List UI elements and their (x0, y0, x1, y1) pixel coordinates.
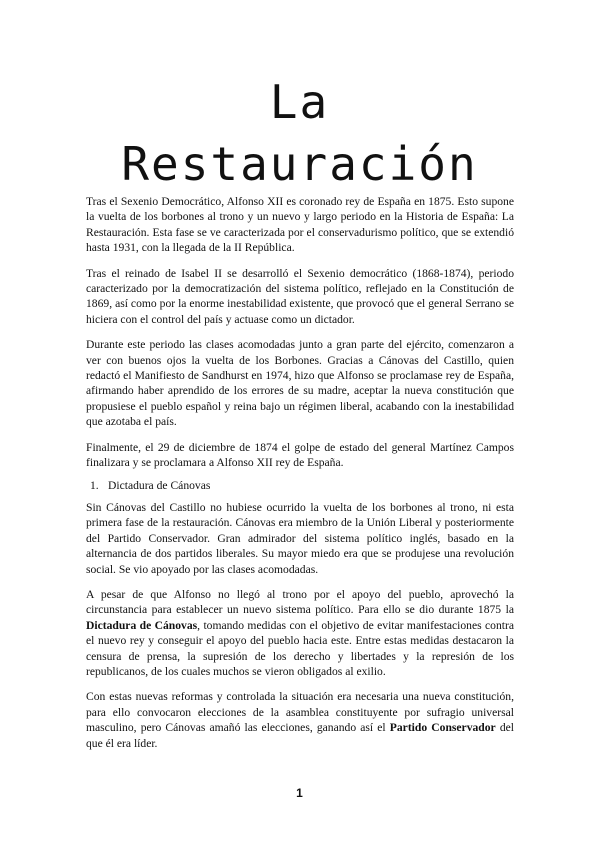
paragraph-dictadura-text-c: , tomando medidas con el objetivo de evitar manifestaciones contra el nuevo rey y conseguir el apoyo del pueblo hacia este. Entre estas medidas destacaron la censura de prensa, la supresión de los derecho y libertades y la represión de los republicanos, de los cuales muchos se vieron obligados al exilio. (86, 618, 514, 678)
bold-partido-conservador: Partido Conservador (389, 721, 496, 735)
paragraph-dictadura-text-a: A pesar de que Alfonso no llegó al trono por el apoyo del pueblo, aprovechó la circunstancia para establecer un nuevo sistema político. Para ello se dio durante 1875 la (86, 587, 514, 617)
page-number: 1 (296, 786, 303, 800)
list-item-text: Dictadura de Cánovas (108, 478, 211, 492)
paragraph-sexenio: Tras el reinado de Isabel II se desarrolló el Sexenio democrático (1868-1874), periodo caracterizado por la democratización del sistema político, reflejado en la Constitución de 1869, así como por la enorme inestabilidad existente, que provocó que el general Serrano se hiciera con el control del país y actuase como un dictador. (86, 266, 514, 326)
paragraph-intro: Tras el Sexenio Democrático, Alfonso XII es coronado rey de España en 1875. Esto supone la vuelta de los borbones al trono y un nuevo y largo periodo en la Historia de España: La Restauración. Esta fase se ve caracterizada por el conservadurismo político, que se extendió hasta 1931, con la llegada de la II República. (86, 195, 514, 255)
paragraph-constitucion (86, 689, 514, 751)
list-item-number: 1. (90, 478, 99, 492)
paragraph-constitucion-text-c: del que él era líder. (86, 721, 515, 750)
list-item (86, 478, 514, 493)
paragraph-golpe: Finalmente, el 29 de diciembre de 1874 el golpe de estado del general Martínez Campos finalizara y se proclamara a Alfonso XII rey de España. (86, 440, 514, 470)
paragraph-canovas: Sin Cánovas del Castillo no hubiese ocurrido la vuelta de los borbones al trono, ni esta primera fase de la restauración. Cánovas era miembro de la Unión Liberal y posteriormente del Partido Conservador. Gran admirador del sistema político inglés, basado en la alternancia de dos partidos liberales. Su mayor miedo era que se produjese una revolución social. Se vio apoyado por las clases acomodadas. (86, 500, 514, 576)
bold-dictadura-de-canovas: Dictadura de Cánovas (86, 618, 198, 632)
section-list (86, 478, 514, 493)
title-line-2: Restauración (121, 137, 478, 191)
title-line-1: La (269, 75, 330, 129)
paragraph-dictadura (86, 587, 514, 679)
document-body (86, 194, 514, 761)
paragraph-constitucion-text-a: Con estas nuevas reformas y controlada la situación era necesaria una nueva constitución, para ello convocaron elecciones de la asamblea constituyente por sufragio universal masculino, pero Cánovas amañó las elecciones, ganando así el (86, 690, 514, 735)
paragraph-borbones: Durante este periodo las clases acomodadas junto a gran parte del ejército, comenzaron a ver con buenos ojos la vuelta de los Borbones. Gracias a Cánovas del Castillo, quien redactó el Manifiesto de Sandhurst en 1974, hizo que Alfonso se proclamase rey de España, afirmando haber aprendido de los errores de su madre, aceptar la nueva constitución que propusiese el pueblo español y reina bajo un régimen liberal, acabando con la inestabilidad que azotaba el país. (86, 338, 514, 429)
